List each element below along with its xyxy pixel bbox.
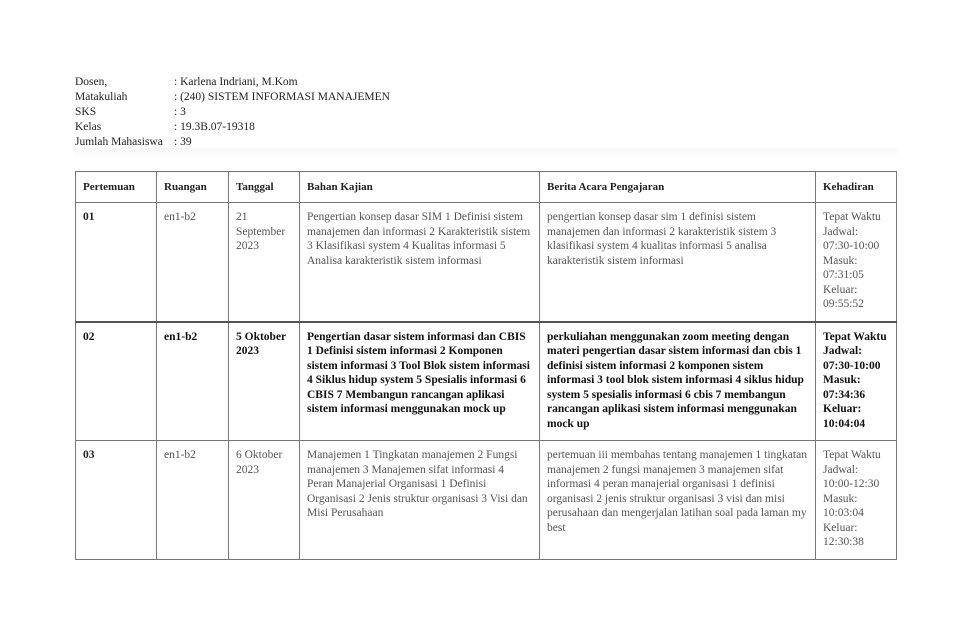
cell-pertemuan: 02 — [76, 322, 157, 441]
kehadiran-keluar: Keluar: 12:30:38 — [823, 521, 864, 548]
course-info — [75, 75, 390, 150]
cell-kehadiran — [816, 322, 897, 441]
cell-tanggal: 6 Oktober 2023 — [229, 441, 300, 560]
header-bahan-kajian: Bahan Kajian — [300, 172, 540, 203]
cell-pertemuan: 03 — [76, 441, 157, 560]
kehadiran-keluar: Keluar: 10:04:04 — [823, 403, 866, 430]
info-label: SKS — [75, 106, 97, 118]
cell-bahan-kajian: Pengertian konsep dasar SIM 1 Definisi sistem manajemen dan informasi 2 Karakteristik sistem 3 Klasifikasi system 4 Kualitas informasi 5 Analisa karakteristik sistem informasi — [300, 203, 540, 322]
info-value: : Karlena Indriani, M.Kom — [174, 76, 298, 88]
info-label: Matakuliah — [75, 91, 128, 103]
cell-berita-acara: perkuliahan menggunakan zoom meeting dengan materi pengertian dasar sistem informasi dan cbis 1 definisi sistem informasi 2 komponen sistem informasi 3 tool blok sistem informasi 4 siklus hidup system 5 spesialis informasi 6 cbis 7 membangun rancangan aplikasi sistem informasi menggunakan mock up — [540, 322, 816, 441]
kehadiran-masuk: Masuk: 10:03:04 — [823, 492, 864, 519]
kehadiran-status: Tepat Waktu — [823, 211, 881, 223]
table-row — [76, 322, 897, 441]
cell-bahan-kajian: Pengertian dasar sistem informasi dan CBIS 1 Definisi sistem informasi 2 Komponen sistem informasi 3 Tool Blok sistem informasi 4 Siklus hidup system 5 Spesialis informasi 6 CBIS 7 Membangun rancangan aplikasi sistem informasi menggunakan mock up — [300, 322, 540, 441]
header-kehadiran: Kehadiran — [816, 172, 897, 203]
info-label: Kelas — [75, 121, 102, 133]
info-row-matakuliah — [75, 90, 390, 105]
header-tanggal: Tanggal — [229, 172, 300, 203]
info-row-kelas — [75, 120, 390, 135]
cell-tanggal: 5 Oktober 2023 — [229, 322, 300, 441]
cell-ruangan: en1-b2 — [157, 441, 229, 560]
info-value: : 3 — [174, 106, 186, 118]
info-value: : 19.3B.07-19318 — [174, 121, 255, 133]
cell-kehadiran — [816, 203, 897, 322]
kehadiran-jadwal: Jadwal: 07:30-10:00 — [823, 225, 880, 252]
cell-tanggal: 21 September 2023 — [229, 203, 300, 322]
kehadiran-masuk: Masuk: 07:31:05 — [823, 254, 864, 281]
divider-band — [75, 148, 897, 160]
kehadiran-jadwal: Jadwal: 07:30-10:00 — [823, 345, 881, 372]
header-ruangan: Ruangan — [157, 172, 229, 203]
kehadiran-status: Tepat Waktu — [823, 330, 887, 343]
cell-berita-acara: pertemuan iii membahas tentang manajemen 1 tingkatan manajemen 2 fungsi manajemen 3 manajemen sifat informasi 4 peran manajerial organisasi 1 definisi organisasi 2 jenis struktur organisasi 3 visi dan misi perusahaan dan mengerjalan latihan soal pada laman my best — [540, 441, 816, 560]
kehadiran-keluar: Keluar: 09:55:52 — [823, 283, 864, 310]
info-label: Jumlah Mahasiswa — [75, 136, 163, 148]
kehadiran-masuk: Masuk: 07:34:36 — [823, 374, 866, 401]
header-pertemuan: Pertemuan — [76, 172, 157, 203]
kehadiran-status: Tepat Waktu — [823, 449, 881, 461]
cell-bahan-kajian: Manajemen 1 Tingkatan manajemen 2 Fungsi manajemen 3 Manajemen sifat informasi 4 Peran Manajerial Organisasi 1 Definisi Organisasi 2 Jenis struktur organisasi 3 Visi dan Misi Perusahaan — [300, 441, 540, 560]
info-value: : (240) SISTEM INFORMASI MANAJEMEN — [174, 91, 390, 103]
cell-ruangan: en1-b2 — [157, 322, 229, 441]
kehadiran-jadwal: Jadwal: 10:00-12:30 — [823, 463, 880, 490]
cell-kehadiran — [816, 441, 897, 560]
info-row-dosen — [75, 75, 390, 90]
cell-berita-acara: pengertian konsep dasar sim 1 definisi sistem manajemen dan informasi 2 karakteristik sistem 3 klasifikasi system 4 kualitas informasi 5 analisa karakteristik sistem informasi — [540, 203, 816, 322]
cell-ruangan: en1-b2 — [157, 203, 229, 322]
schedule-table — [75, 171, 897, 560]
table-row — [76, 441, 897, 560]
table-header-row — [76, 172, 897, 203]
cell-pertemuan: 01 — [76, 203, 157, 322]
info-value: : 39 — [174, 136, 192, 148]
info-row-sks — [75, 105, 390, 120]
table-row — [76, 203, 897, 322]
info-label: Dosen, — [75, 76, 108, 88]
header-berita-acara: Berita Acara Pengajaran — [540, 172, 816, 203]
